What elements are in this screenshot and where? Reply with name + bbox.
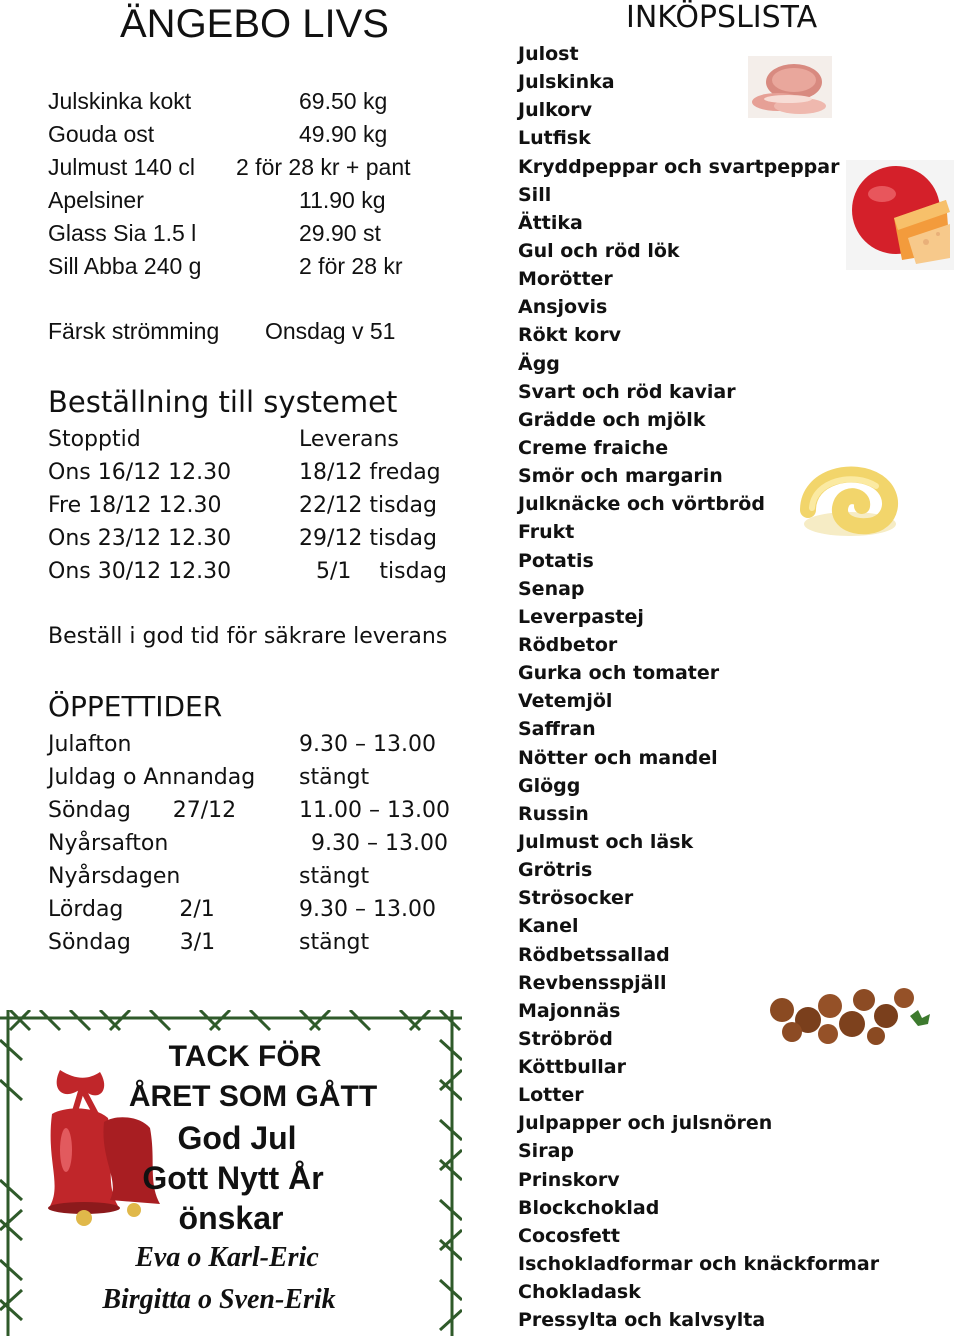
shopping-list-item: Grötris bbox=[518, 859, 593, 882]
card-line-god-jul: God Jul bbox=[177, 1120, 297, 1156]
shopping-list-item: Ansjovis bbox=[518, 296, 608, 319]
stop-time: Ons 30/12 12.30 bbox=[48, 559, 232, 584]
stop-time: Ons 23/12 12.30 bbox=[48, 526, 232, 551]
shopping-list-item: Julkorv bbox=[518, 99, 593, 122]
shopping-list-item: Majonnäs bbox=[518, 999, 621, 1022]
hours-day: Söndag 27/12 bbox=[48, 798, 237, 823]
delivery-date: 29/12 tisdag bbox=[299, 526, 438, 551]
price-row bbox=[48, 154, 468, 187]
hours-time: 9.30 – 13.00 bbox=[311, 831, 448, 856]
price-item: Julskinka kokt bbox=[48, 88, 192, 114]
delivery-date: 5/1 tisdag bbox=[316, 559, 447, 584]
card-line-wish: önskar bbox=[178, 1200, 284, 1236]
shopping-list-item: Nötter och mandel bbox=[518, 746, 718, 769]
hours-time: stängt bbox=[299, 930, 370, 955]
shopping-list-item: Ägg bbox=[518, 352, 560, 375]
shopping-list-item: Lutfisk bbox=[518, 127, 591, 150]
shopping-list-item: Russin bbox=[518, 802, 589, 825]
herring-row bbox=[48, 318, 468, 351]
shopping-list-item: Köttbullar bbox=[518, 1056, 626, 1079]
price-row bbox=[48, 121, 468, 154]
shopping-list-item: Senap bbox=[518, 577, 585, 600]
shopping-list-item: Gul och röd lök bbox=[518, 239, 680, 262]
shopping-list-item: Rödbetor bbox=[518, 633, 618, 656]
ham-picture bbox=[748, 56, 832, 118]
card-line-year: ÅRET SOM GÅTT bbox=[128, 1080, 378, 1113]
shopping-list-item: Ströbröd bbox=[518, 1027, 613, 1050]
opening-hours-title: ÖPPETTIDER bbox=[48, 690, 223, 723]
shopping-list-item: Strösocker bbox=[518, 887, 634, 910]
shopping-list-item: Vetemjöl bbox=[518, 690, 613, 713]
cheese-picture bbox=[846, 160, 954, 270]
hours-day: Nyårsafton bbox=[48, 831, 169, 856]
shopping-list-item: Ättika bbox=[518, 211, 583, 234]
meatballs-picture bbox=[764, 986, 934, 1046]
shopping-list-item: Rökt korv bbox=[518, 324, 621, 347]
hours-time: stängt bbox=[299, 765, 370, 790]
store-title: ÄNGEBO LIVS bbox=[120, 2, 389, 46]
hours-day: Söndag 3/1 bbox=[48, 930, 216, 955]
shopping-list-item: Sirap bbox=[518, 1140, 574, 1163]
shopping-list-item: Cocosfett bbox=[518, 1224, 620, 1247]
shopping-list-item: Kanel bbox=[518, 915, 579, 938]
shopping-list-item: Julmust och läsk bbox=[518, 830, 694, 853]
shopping-list-item: Glögg bbox=[518, 774, 581, 797]
shopping-list-item: Saffran bbox=[518, 718, 596, 741]
price-value: 2 för 28 kr bbox=[299, 253, 403, 279]
hours-time: stängt bbox=[299, 864, 370, 889]
price-value: 11.90 kg bbox=[299, 187, 386, 213]
price-value: 49.90 kg bbox=[299, 121, 388, 147]
shopping-list-item: Kryddpeppar och svartpeppar bbox=[518, 155, 840, 178]
card-signature-2: Birgitta o Sven-Erik bbox=[102, 1284, 336, 1315]
shopping-list-item: Grädde och mjölk bbox=[518, 408, 706, 431]
shopping-list-item: Rödbetssallad bbox=[518, 943, 670, 966]
shopping-list-item: Smör och margarin bbox=[518, 465, 723, 488]
shopping-list-item: Lotter bbox=[518, 1084, 584, 1107]
shopping-list-item: Creme fraiche bbox=[518, 436, 669, 459]
shopping-list-item: Pressylta och kalvsylta bbox=[518, 1309, 766, 1332]
herring-label: Färsk strömming bbox=[48, 318, 220, 344]
christmas-card bbox=[0, 1010, 462, 1336]
price-row bbox=[48, 220, 468, 253]
shopping-list-item: Frukt bbox=[518, 521, 575, 544]
delivery-date: 22/12 tisdag bbox=[299, 493, 438, 518]
hours-time: 9.30 – 13.00 bbox=[299, 732, 436, 757]
price-item: Apelsiner bbox=[48, 187, 144, 213]
price-value: 69.50 kg bbox=[299, 88, 388, 114]
shopping-list-item: Julknäcke och vörtbröd bbox=[518, 493, 765, 516]
shopping-list-item: Gurka och tomater bbox=[518, 662, 720, 685]
shopping-list-item: Julpapper och julsnören bbox=[518, 1112, 773, 1135]
hours-day: Juldag o Annandag bbox=[48, 765, 256, 790]
shopping-list-item: Morötter bbox=[518, 268, 613, 291]
price-item: Glass Sia 1.5 l bbox=[48, 220, 197, 246]
shopping-list bbox=[518, 40, 879, 1334]
price-value: 29.90 st bbox=[299, 220, 381, 246]
price-item: Sill Abba 240 g bbox=[48, 253, 202, 279]
price-item: Gouda ost bbox=[48, 121, 155, 147]
card-signature-1: Eva o Karl-Eric bbox=[135, 1242, 319, 1273]
card-line-thanks: TACK FÖR bbox=[168, 1040, 322, 1073]
hours-day: Nyårsdagen bbox=[48, 864, 181, 889]
price-row bbox=[48, 253, 468, 286]
shopping-list-item: Sill bbox=[518, 183, 552, 206]
price-row bbox=[48, 88, 468, 121]
delivery-header: Leverans bbox=[299, 427, 399, 452]
hours-time: 9.30 – 13.00 bbox=[299, 897, 436, 922]
shopping-list-title: INKÖPSLISTA bbox=[626, 0, 818, 35]
shopping-list-item: Julskinka bbox=[518, 71, 615, 94]
price-row bbox=[48, 187, 468, 220]
stop-time: Ons 16/12 12.30 bbox=[48, 460, 232, 485]
card-line-gott-nytt-ar: Gott Nytt År bbox=[142, 1160, 324, 1196]
shopping-list-item: Blockchoklad bbox=[518, 1196, 660, 1219]
order-note: Beställ i god tid för säkrare leverans bbox=[48, 624, 448, 649]
stop-header: Stopptid bbox=[48, 427, 141, 452]
price-value: 2 för 28 kr + pant bbox=[236, 154, 411, 180]
shopping-list-item: Chokladask bbox=[518, 1281, 641, 1304]
systembolaget-title: Beställning till systemet bbox=[48, 385, 398, 419]
shopping-list-item: Leverpastej bbox=[518, 605, 644, 628]
shopping-list-item: Prinskorv bbox=[518, 1168, 620, 1191]
butter-picture bbox=[798, 462, 902, 540]
stop-time: Fre 18/12 12.30 bbox=[48, 493, 222, 518]
herring-when: Onsdag v 51 bbox=[265, 318, 396, 344]
shopping-list-item: Ischokladformar och knäckformar bbox=[518, 1253, 880, 1276]
shopping-list-item: Svart och röd kaviar bbox=[518, 380, 736, 403]
hours-day: Julafton bbox=[48, 732, 132, 757]
hours-day: Lördag 2/1 bbox=[48, 897, 215, 922]
delivery-date: 18/12 fredag bbox=[299, 460, 441, 485]
hours-time: 11.00 – 13.00 bbox=[299, 798, 450, 823]
shopping-list-item: Revbensspjäll bbox=[518, 971, 667, 994]
shopping-list-item: Potatis bbox=[518, 549, 594, 572]
price-item: Julmust 140 cl bbox=[48, 154, 196, 180]
shopping-list-item: Julost bbox=[518, 43, 579, 65]
